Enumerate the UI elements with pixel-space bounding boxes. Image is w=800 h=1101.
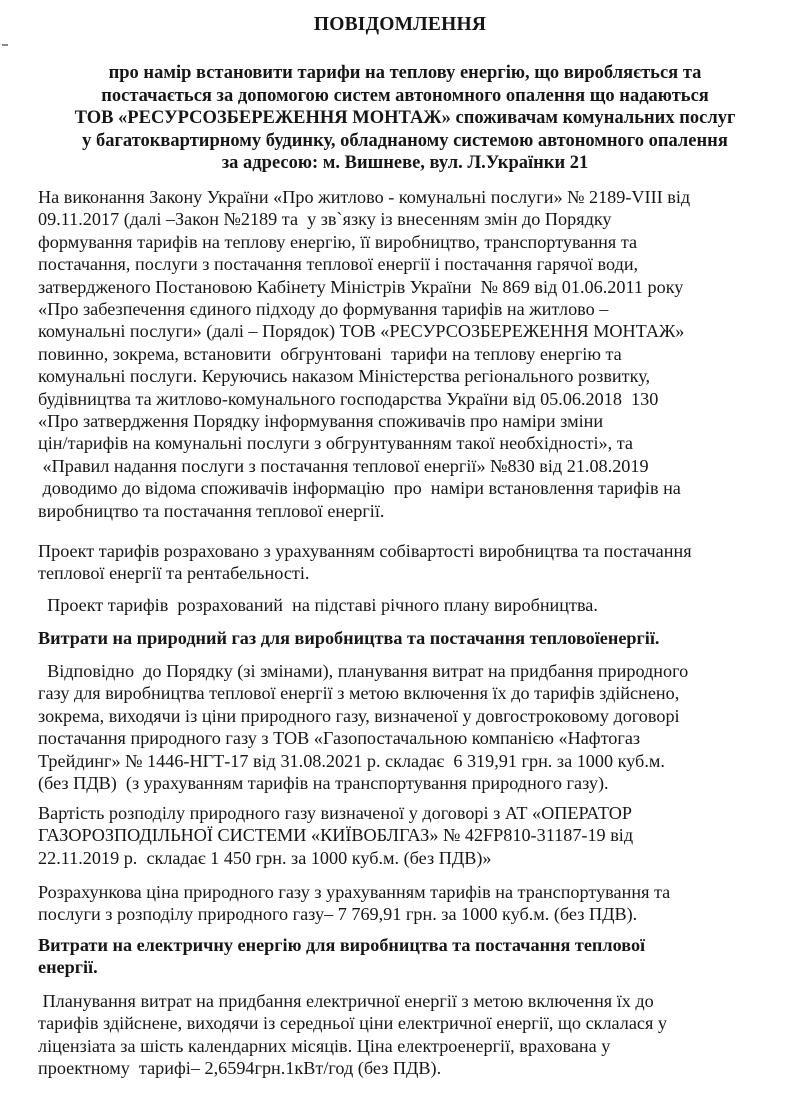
paragraph-line: Трейдинг» № 1446-НГТ-17 від 31.08.2021 р. складає 6 319,91 грн. за 1000 куб.м. [38,750,665,771]
document-subtitle [40,62,770,175]
paragraph-line: будівництва та житлово-комунального господарства України від 05.06.2018 130 [38,388,659,409]
paragraph-line: Планування витрат на придбання електричної енергії з метою включення їх до [38,991,654,1011]
paragraph-production-plan [38,594,778,616]
paragraph-line: тарифів здійснене, виходячи із середньої ціни електричної енергії, що склалася у [38,1013,668,1034]
paragraph-line: Розрахункова ціна природного газу з урахуванням тарифів на транспортування та [38,882,671,902]
paragraph-line: «Про затвердження Порядку інформування споживачів про наміри зміни [38,411,604,432]
paragraph-line: постачання природного газу з ТОВ «Газопостачальною компанією «Нафтогаз [38,728,641,749]
paragraph-gas-calculated-price [38,881,778,926]
paragraph-line: комунальні послуги» (далі – Порядок) ТОВ «РЕСУРСОЗБЕРЕЖЕННЯ МОНТАЖ» [38,321,685,342]
paragraph-line: Вартість розподілу природного газу визначеної у договорі з АТ «ОПЕРАТОР [38,803,632,823]
subtitle-line: за адресою: м. Вишневе, вул. Л.Українки 21 [221,153,589,174]
heading-line: Витрати на природний газ для виробництва та постачання тепловоїенергії. [38,628,660,648]
paragraph-cost-basis [38,540,778,585]
heading-electricity-costs [38,934,778,979]
heading-line: енергії. [38,957,98,978]
heading-gas-costs [38,627,778,649]
heading-line: Витрати на електричну енергію для виробництва та постачання теплової [38,935,646,955]
paragraph-line: 09.11.2017 (далі –Закон №2189 та у зв`язку із внесенням змін до Порядку [38,209,612,230]
paragraph-legal-basis [38,186,778,522]
paragraph-line: Проект тарифів розраховано з урахуванням собівартості виробництва та постачання [38,541,692,561]
paragraph-line: доводимо до відома споживачів інформацію про наміри встановлення тарифів на [38,478,681,499]
paragraph-line: проектному тарифі– 2,6594грн.1кВт/год (без ПДВ). [38,1058,442,1079]
document-title: ПОВІДОМЛЕННЯ [313,14,487,35]
subtitle-line: ТОВ «РЕСУРСОЗБЕРЕЖЕННЯ МОНТАЖ» споживачам комунальних послуг [74,108,736,129]
paragraph-line: «Правил надання послуги з постачання теплової енергії» №830 від 21.08.2019 [38,455,649,476]
paragraph-line: формування тарифів на теплову енергію, її виробництво, транспортування та [38,231,638,252]
paragraph-gas-distribution [38,802,778,869]
paragraph-line: ГАЗОРОЗПОДІЛЬНОЇ СИСТЕМИ «КИЇВОБЛГАЗ» № 42FP810-31187-19 від [38,825,634,846]
paragraph-line: газу для виробництва теплової енергії з метою включення їх до тарифів здійснено, [38,683,680,704]
paragraph-line: теплової енергії та рентабельності. [38,563,310,584]
paragraph-line: послуги з розподілу природного газу– 7 769,91 грн. за 1000 куб.м. (без ПДВ). [38,904,638,925]
paragraph-line: цін/тарифів на комунальні послуги з обгрунтуванням такої необхідності», та [38,433,633,454]
paragraph-line: ліцензіата за шість календарних місяців. Ціна електроенергії, врахована у [38,1035,611,1056]
subtitle-line: про намір встановити тарифи на теплову енергію, що виробляється та [108,63,702,83]
paragraph-electricity-price [38,990,778,1080]
paragraph-gas-price [38,660,778,794]
paragraph-line: Проект тарифів розрахований на підставі річного плану виробництва. [38,595,598,615]
paragraph-line: «Про забезпечення єдиного підходу до формування тарифів на житлово – [38,299,609,320]
paragraph-line: виробництво та постачання теплової енергії. [38,500,385,521]
paragraph-line: постачання, послуги з постачання теплової енергії і постачання гарячої води, [38,254,639,275]
paragraph-line: На виконання Закону України «Про житлово - комунальні послуги» № 2189-VIII від [38,187,691,207]
paragraph-line: комунальні послуги. Керуючись наказом Міністерства регіонального розвитку, [38,366,651,387]
paragraph-line: Відповідно до Порядку (зі змінами), планування витрат на придбання природного [38,661,689,681]
paragraph-line: повинно, зокрема, встановити обгрунтовані тарифи на теплову енергію та [38,343,622,364]
paragraph-line: затвердженого Постановою Кабінету Міністрів України № 869 від 01.06.2011 року [38,276,684,297]
subtitle-line: постачається за допомогою систем автономного опалення що надаються [101,85,709,106]
paragraph-line: зокрема, виходячи із ціни природного газу, визначеної у довгостроковому договорі [38,705,680,726]
scan-mark [2,44,8,46]
paragraph-line: (без ПДВ) (з урахуванням тарифів на транспортування природного газу). [38,773,609,794]
paragraph-line: 22.11.2019 р. складає 1 450 грн. за 1000 куб.м. (без ПДВ)» [38,847,492,868]
subtitle-line: у багатоквартирному будинку, обладнаному системою автономного опалення [82,130,728,151]
